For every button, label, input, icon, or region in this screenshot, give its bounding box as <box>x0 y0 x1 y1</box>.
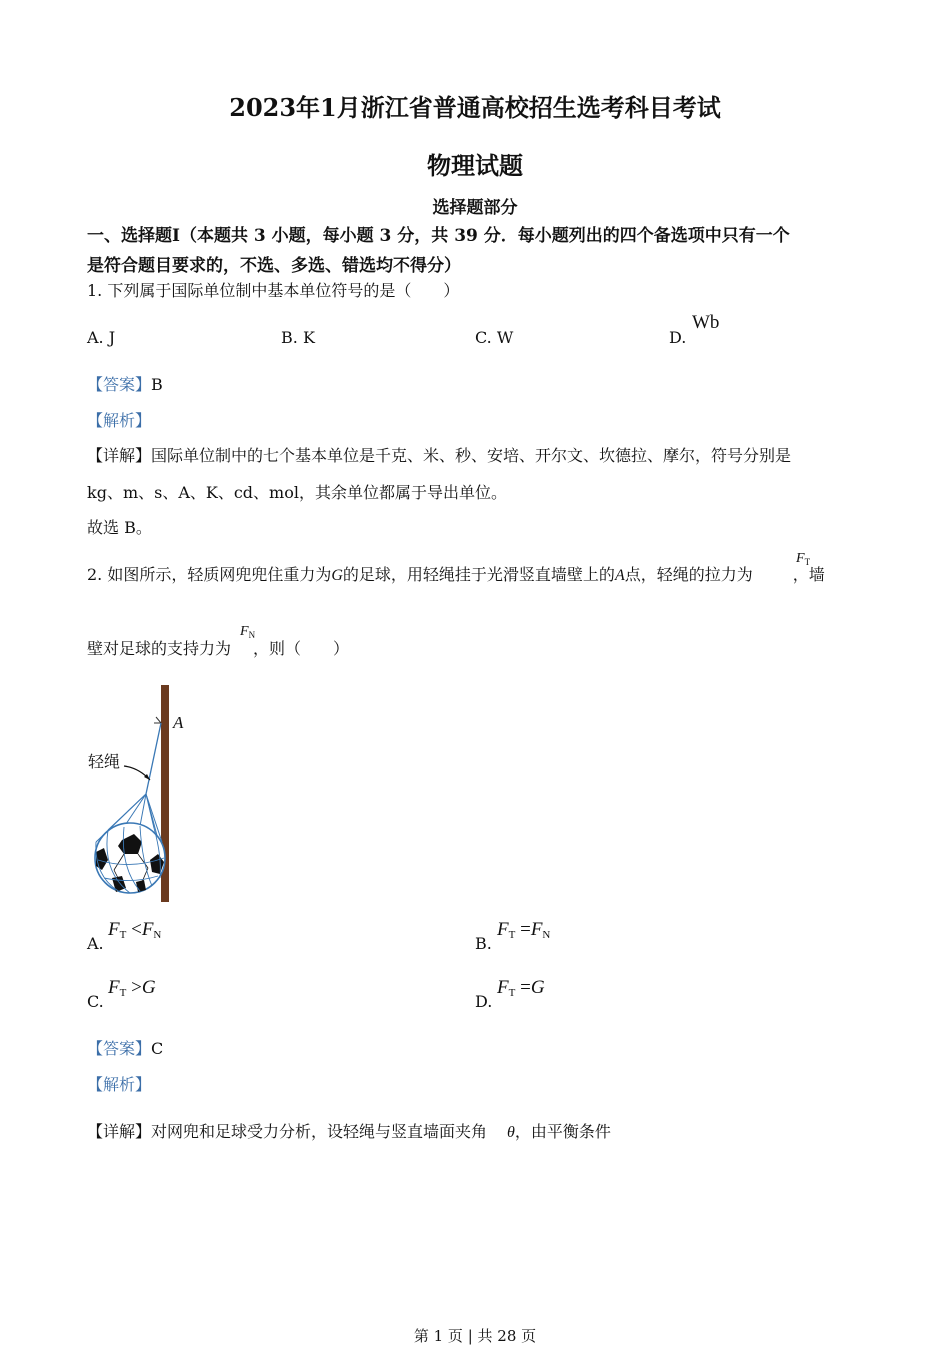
q1-detail-line-1: 【详解】国际单位制中的七个基本单位是千克、米、秒、安培、开尔文、坎德拉、摩尔，符号分别是 <box>87 446 792 465</box>
q1-option-d-value: Wb <box>692 312 720 333</box>
instructions-line-1: 一、选择题Ⅰ（本题共 3 小题，每小题 3 分，共 39 分．每小题列出的四个备选项中只有一个 <box>87 226 790 246</box>
q2-option-d-expr: $F_T =G$ <box>497 977 545 999</box>
figure-label-rope: 轻绳 <box>88 752 121 771</box>
q1-analysis-tag: 【解析】 <box>87 411 152 430</box>
figure-label-point-a: A <box>173 713 184 732</box>
q2-option-a-letter: A. <box>87 934 104 953</box>
section-heading: 选择题部分 <box>432 198 518 218</box>
instructions-line-2: 是符合题目要求的，不选、多选、错选均不得分） <box>87 256 461 276</box>
q1-option-d: D. <box>669 328 687 347</box>
page-subtitle: 物理试题 <box>427 151 523 180</box>
q1-stem: 1. 下列属于国际单位制中基本单位符号的是（ ） <box>87 281 460 300</box>
q2-analysis-tag: 【解析】 <box>87 1075 152 1094</box>
page-footer: 第 1 页 | 共 28 页 <box>413 1327 537 1345</box>
q2-option-d-letter: D. <box>475 992 493 1011</box>
q2-stem-line-2: 壁对足球的支持力为 ，则（ ） <box>87 639 350 658</box>
q2-option-b-letter: B. <box>475 934 492 953</box>
q1-option-b: B. K <box>281 328 315 347</box>
q2-answer: 【答案】C <box>87 1039 164 1058</box>
rope <box>146 723 161 794</box>
q2-option-c-letter: C. <box>87 992 104 1011</box>
football-net-figure <box>84 682 204 904</box>
q1-conclusion: 故选 B。 <box>87 518 152 537</box>
q2-option-b-expr: $F_T =F_N$ <box>497 919 551 941</box>
q2-option-a-expr: $F_T <F_N$ <box>108 919 162 941</box>
q1-option-a: A. J <box>87 328 116 347</box>
q2-fn-symbol: $F_N$ <box>240 624 256 640</box>
q2-stem-line-1: 2. 如图所示，轻质网兜兜住重力为G的足球，用轻绳挂于光滑竖直墙壁上的A点，轻绳的拉力为 ，墙 <box>87 565 825 584</box>
q2-detail: 【详解】对网兜和足球受力分析，设轻绳与竖直墙面夹角 θ，由平衡条件 <box>87 1122 611 1141</box>
q1-option-c: C. W <box>475 328 514 347</box>
page-title: 2023年1月浙江省普通高校招生选考科目考试 <box>229 93 721 122</box>
q1-detail-line-2: kg、m、s、A、K、cd、mol，其余单位都属于导出单位。 <box>87 483 507 502</box>
q2-ft-symbol: $F_T$ <box>796 551 811 567</box>
q2-option-c-expr: $F_T >G$ <box>108 977 156 999</box>
q1-answer: 【答案】B <box>87 375 163 394</box>
